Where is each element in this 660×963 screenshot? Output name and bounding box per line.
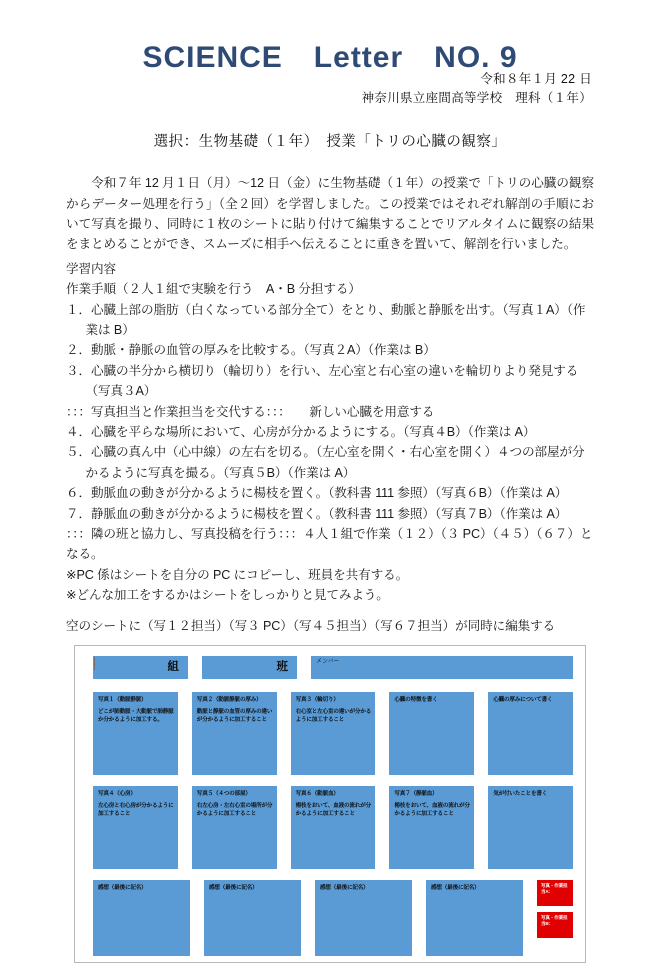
photo-cell-title: 写真１（動脈静脈） bbox=[98, 696, 147, 703]
photo-cell-5[interactable] bbox=[192, 786, 277, 869]
content-heading: 学習内容 bbox=[66, 261, 116, 276]
procedure-step: ３．心臓の半分から横切り（輪切り）を行い、左心室と右心室の違いを輪切りより発見する（写真３A） bbox=[66, 363, 579, 399]
role-note-stack bbox=[537, 880, 573, 938]
notes-cell-observations[interactable] bbox=[488, 786, 573, 869]
photo-cell-body: 左心房と右心房が分かるように加工すること bbox=[98, 802, 174, 817]
procedure-step: ６．動脈血の動きが分かるように楊枝を置く。（教科書 111 参照）（写真６B）（作業は A） bbox=[66, 486, 568, 501]
role-note-a[interactable]: 写真・作業担当A： bbox=[537, 880, 573, 906]
impression-cell-3[interactable] bbox=[315, 880, 412, 956]
worksheet-id-row bbox=[87, 656, 573, 679]
photo-cell-body: 右左心房・左右心室の場所が分かるように加工すること bbox=[196, 802, 273, 817]
note-editing: ※どんな加工をするかはシートをしっかりと見てみよう。 bbox=[66, 588, 389, 603]
impression-cell-title: 感想（最後に記名） bbox=[431, 884, 480, 891]
header-title-row bbox=[0, 0, 660, 74]
notes-cell-heart-features[interactable] bbox=[389, 692, 474, 775]
notes-cell-title: 気が付いたことを書く bbox=[493, 790, 548, 797]
photo-cell-body: どこが肺動脈・大動脈で肺静脈か分かるように加工する。 bbox=[98, 708, 174, 723]
worksheet-figure bbox=[74, 645, 586, 963]
group-field[interactable]: 班 bbox=[202, 656, 297, 679]
procedure-step: ２．動脈・静脈の血管の厚みを比較する。（写真２A）（作業は B） bbox=[66, 343, 436, 358]
procedure-step: ４．心臓を平らな場所において、心房が分かるようにする。（写真４B）（作業は A） bbox=[66, 424, 536, 439]
photo-cell-6[interactable] bbox=[291, 786, 376, 869]
procedure-swap-note: ：：：写真担当と作業担当を交代する：：： 新しい心臓を用意する bbox=[66, 404, 435, 419]
photo-cell-body: 楊枝をおいて、血液の流れが分かるように加工すること bbox=[394, 802, 470, 817]
photo-cell-3[interactable] bbox=[291, 692, 376, 775]
members-field[interactable]: メンバー bbox=[311, 656, 573, 679]
photo-cell-4[interactable] bbox=[93, 786, 178, 869]
role-note-b[interactable]: 写真・作業担当B： bbox=[537, 912, 573, 938]
photo-cell-title: 写真２（動脈静脈の厚み） bbox=[196, 696, 262, 703]
impression-cell-title: 感想（最後に記名） bbox=[209, 884, 258, 891]
sheet-caption: 空のシートに（写１２担当）（写３ PC）（写４５担当）（写６７担当）が同時に編集する bbox=[66, 619, 556, 634]
photo-cell-body: 右心室と左心室の違いが分かるように加工すること bbox=[295, 708, 372, 723]
intro-paragraph: 令和７年 12 月１日（月）～12 日（金）に生物基礎（１年）の授業で「トリの心臓の観察からデーター処理を行う」（全２回）を学習しました。この授業ではそれぞれ解剖の手順において写真を撮り、同時に１枚のシートに貼り付けて編集することでリアルタイムに観察の結果をまとめることができ、スムーズに相手へ伝えることに重きを置いて、解剖を行いました。 bbox=[66, 176, 594, 252]
notes-cell-title: 心臓の特徴を書く bbox=[394, 696, 438, 703]
body-area bbox=[0, 173, 660, 637]
procedure-step: ５．心臓の真ん中（心中線）の左右を切る。（左心室を開く・右心室を開く）４つの部屋が分かるように写真を撮る。（写真５B）（作業は A） bbox=[66, 445, 585, 480]
photo-cell-title: 写真４（心房） bbox=[98, 790, 136, 797]
photo-cell-body: 楊枝をおいて、血液の流れが分かるように加工すること bbox=[295, 802, 371, 817]
impression-cell-4[interactable] bbox=[426, 880, 523, 956]
notes-cell-heart-thickness[interactable] bbox=[488, 692, 573, 775]
photo-cell-1[interactable] bbox=[93, 692, 178, 775]
impression-cell-title: 感想（最後に記名） bbox=[320, 884, 369, 891]
text-cursor-icon bbox=[94, 657, 95, 670]
page-title: SCIENCE Letter NO. 9 bbox=[142, 41, 518, 74]
procedure-heading: 作業手順（２人１組で実験を行う A・B 分担する） bbox=[66, 282, 361, 297]
photo-cell-title: 写真６（動脈血） bbox=[295, 790, 339, 797]
class-field[interactable]: 組 bbox=[93, 656, 188, 679]
note-pc-role: ※PC 係はシートを自分の PC にコピーし、班員を共有する。 bbox=[66, 567, 409, 582]
procedure-group-note: ：：：隣の班と協力し、写真投稿を行う：：：４人１組で作業（１２）（３ PC）（４５）（６７）となる。 bbox=[66, 526, 593, 562]
issue-date: 令和８年１月 22 日 bbox=[480, 71, 592, 86]
photo-cell-7[interactable] bbox=[389, 786, 474, 869]
school-name: 神奈川県立座間高等学校 理科（１年） bbox=[361, 90, 592, 105]
worksheet-row-2 bbox=[87, 786, 573, 869]
photo-cell-title: 写真３（輪切り） bbox=[295, 696, 339, 703]
worksheet-row-1 bbox=[87, 692, 573, 775]
procedure-step: ７．静脈血の動きが分かるように楊枝を置く。（教科書 111 参照）（写真７B）（作業は A） bbox=[66, 506, 568, 521]
photo-cell-body: 動脈と静脈の血管の厚みの違いが分かるように加工すること bbox=[196, 708, 273, 723]
worksheet-row-3 bbox=[87, 880, 573, 956]
photo-cell-title: 写真７（静脈血） bbox=[394, 790, 438, 797]
photo-cell-title: 写真５（４つの部屋） bbox=[196, 790, 251, 797]
lesson-subtitle: 選択：生物基礎（１年） 授業「トリの心臓の観察」 bbox=[153, 134, 507, 151]
photo-cell-2[interactable] bbox=[192, 692, 277, 775]
procedure-step: １．心臓上部の脂肪（白くなっている部分全て）をとり、動脈と静脈を出す。（写真１A）（作業は B） bbox=[66, 302, 586, 337]
impression-cell-title: 感想（最後に記名） bbox=[98, 884, 147, 891]
impression-cell-1[interactable] bbox=[93, 880, 190, 956]
impression-cell-2[interactable] bbox=[204, 880, 301, 956]
notes-cell-title: 心臓の厚みについて書く bbox=[493, 696, 553, 703]
header-meta-block bbox=[0, 70, 660, 109]
